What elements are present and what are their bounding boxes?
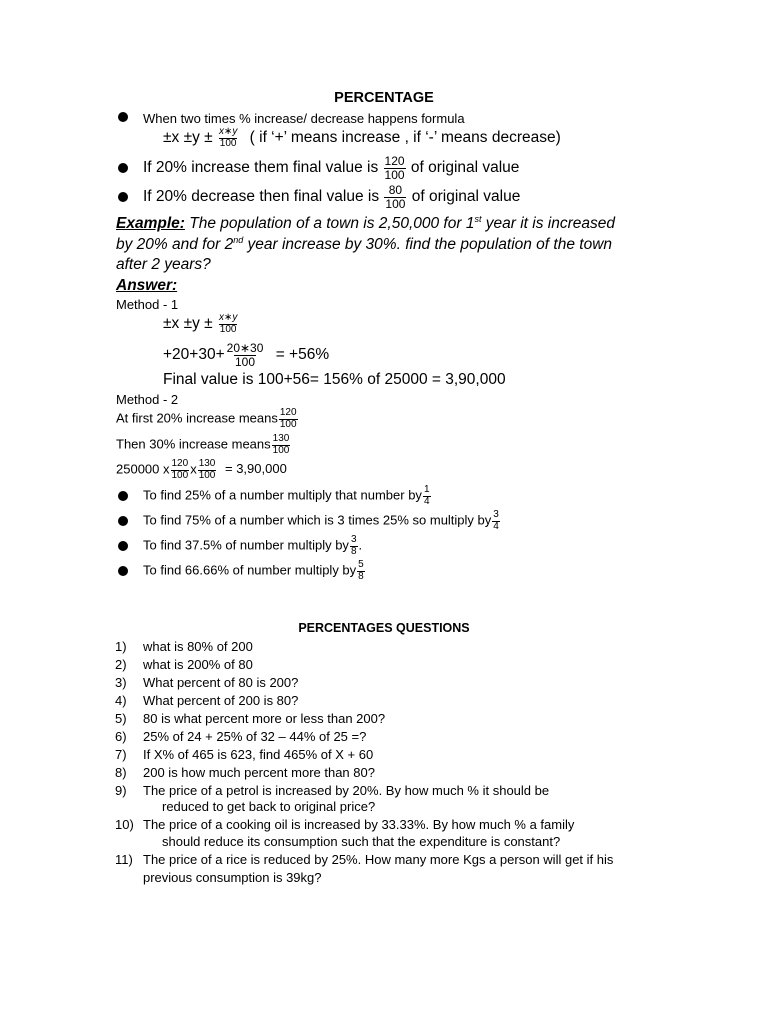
rule-text: If 20% decrease then final value is (143, 188, 380, 206)
question-number: 5) (115, 711, 127, 726)
tip-text: To find 25% of a number multiply that number by (143, 487, 422, 503)
question-text: 25% of 24 + 25% of 32 – 44% of 25 =? (143, 729, 367, 744)
answer-label (116, 278, 177, 294)
calc-text: Then 30% increase means (116, 436, 271, 452)
fraction (350, 535, 358, 557)
fraction-denominator: 100 (384, 167, 405, 182)
fraction-denominator: 100 (198, 469, 216, 481)
bullet-icon (118, 163, 128, 173)
rule-text: of original value (411, 188, 521, 206)
example-text: The population of a town is 2,50,000 for 1 (184, 215, 475, 233)
fraction-denominator: 8 (358, 570, 364, 582)
calc-text: = +56% (275, 346, 330, 364)
fraction-numerator: 120 (279, 407, 297, 418)
answer-label-text: Answer: (116, 277, 178, 294)
fraction-numerator: 3 (493, 509, 499, 520)
fraction-denominator: 100 (219, 323, 237, 335)
fraction-denominator: 100 (272, 444, 290, 456)
question-item (115, 748, 373, 761)
question-number: 8) (115, 765, 127, 780)
fraction-numerator: 120 (384, 154, 405, 168)
example-text: year it is increased (481, 215, 615, 233)
superscript: st (474, 214, 482, 224)
question-number: 9) (115, 783, 127, 798)
tip-text: To find 75% of a number which is 3 times 25% so multiply by (143, 512, 492, 528)
method-2-label: Method - 2 (116, 392, 179, 407)
question-text: 200 is how much percent more than 80? (143, 765, 375, 780)
bullet-icon (118, 541, 128, 551)
example-line-3: after 2 years? (116, 256, 211, 273)
bullet-icon (118, 491, 128, 501)
method-2-line-1 (116, 408, 299, 430)
question-text: What percent of 80 is 200? (143, 675, 299, 690)
method-1-final: Final value is 100+56= 156% of 25000 = 3,90,000 (163, 371, 506, 388)
question-number: 11) (115, 852, 133, 867)
tip-item (143, 560, 366, 582)
fraction-numerator: 120 (171, 458, 189, 469)
question-item (115, 712, 385, 725)
fraction (423, 485, 431, 507)
bullet-icon (118, 112, 128, 122)
calc-text: +20+30+ (163, 346, 225, 364)
superscript: nd (233, 235, 244, 245)
rule-text: of original value (410, 159, 520, 177)
question-item (115, 658, 253, 671)
question-continuation: should reduce its consumption such that the expenditure is constant? (162, 834, 561, 849)
rule-line (143, 184, 520, 210)
fraction (226, 342, 265, 368)
question-text: The price of a rice is reduced by 25%. How many more Kgs a person will get if his (143, 852, 614, 867)
fraction-denominator: 100 (279, 418, 297, 430)
question-continuation: previous consumption is 39kg? (143, 870, 322, 885)
page-title: PERCENTAGE (334, 90, 434, 106)
fraction (218, 127, 238, 149)
tip-text: To find 37.5% of number multiply by (143, 537, 349, 553)
fraction (279, 408, 298, 430)
question-text: The price of a cooking oil is increased by 33.33%. By how much % a family (143, 817, 575, 832)
example-line-2 (116, 236, 612, 253)
question-number: 4) (115, 693, 127, 708)
calc-text: 250000 x (116, 461, 170, 477)
fraction-numerator: 20∗30 (226, 341, 264, 355)
example-label: Example: (116, 215, 185, 233)
formula-prefix: ±x ±y ± (163, 129, 213, 147)
question-text: The price of a petrol is increased by 20%. By how much % it should be (143, 783, 550, 798)
fraction (492, 510, 500, 532)
fraction (384, 155, 406, 181)
tip-tail: . (358, 537, 363, 553)
fraction-numerator: 80 (388, 183, 403, 197)
fraction-denominator: 100 (171, 469, 189, 481)
formula-line (163, 127, 561, 149)
question-item (115, 784, 549, 797)
fraction-numerator: x∗y (218, 126, 238, 137)
question-number: 6) (115, 729, 127, 744)
question-number: 7) (115, 747, 127, 762)
fraction (272, 434, 291, 456)
example-line-1 (116, 215, 615, 232)
fraction-numerator: 130 (198, 458, 216, 469)
method-1-calc (163, 342, 329, 368)
fraction-denominator: 4 (423, 495, 430, 507)
question-item (115, 730, 366, 743)
question-number: 10) (115, 817, 134, 832)
rule-text: When two times % increase/ decrease happens formula (143, 111, 465, 126)
fraction-denominator: 100 (219, 137, 237, 149)
fraction-denominator: 100 (235, 354, 256, 369)
question-number: 1) (115, 639, 127, 654)
question-number: 3) (115, 675, 127, 690)
questions-title: PERCENTAGES QUESTIONS (298, 621, 470, 635)
question-text: what is 80% of 200 (143, 639, 253, 654)
question-item (115, 640, 253, 653)
method-2-line-2 (116, 434, 291, 456)
question-item (115, 676, 298, 689)
question-number: 2) (115, 657, 127, 672)
tip-item (143, 535, 362, 557)
question-text: what is 200% of 80 (143, 657, 253, 672)
calc-text: At first 20% increase means (116, 410, 278, 426)
example-text: year increase by 30%. find the population of the town (243, 236, 613, 254)
fraction-denominator: 4 (493, 520, 499, 532)
fraction (171, 459, 190, 481)
calc-text: x (190, 461, 197, 477)
fraction-denominator: 100 (385, 196, 406, 211)
calc-text: = 3,90,000 (225, 461, 287, 477)
method-2-line-3 (116, 459, 287, 481)
fraction (384, 184, 406, 210)
question-text: What percent of 200 is 80? (143, 693, 299, 708)
bullet-icon (118, 516, 128, 526)
fraction-numerator: 130 (272, 433, 290, 444)
formula-note: ( if ‘+’ means increase , if ‘-’ means decrease) (249, 129, 561, 147)
question-text: 80 is what percent more or less than 200? (143, 711, 386, 726)
tip-item (143, 485, 432, 507)
example-text: by 20% and for 2 (116, 236, 234, 254)
rule-text: If 20% increase them final value is (143, 159, 379, 177)
fraction-numerator: 5 (358, 559, 364, 570)
fraction (218, 313, 238, 335)
question-continuation: reduced to get back to original price? (162, 799, 376, 814)
question-item (115, 694, 298, 707)
formula-prefix: ±x ±y ± (163, 315, 213, 333)
fraction (357, 560, 365, 582)
fraction (198, 459, 217, 481)
bullet-icon (118, 192, 128, 202)
question-item (115, 818, 574, 831)
fraction-denominator: 8 (350, 545, 357, 557)
rule-line (143, 155, 519, 181)
tip-text: To find 66.66% of number multiply by (143, 562, 357, 578)
method-1-label: Method - 1 (116, 297, 179, 312)
fraction-numerator: 1 (423, 484, 430, 495)
bullet-icon (118, 566, 128, 576)
question-text: If X% of 465 is 623, find 465% of X + 60 (143, 747, 374, 762)
method-1-formula (163, 313, 239, 335)
question-item (115, 853, 613, 866)
fraction-numerator: x∗y (218, 312, 238, 323)
question-item (115, 766, 375, 779)
tip-item (143, 510, 501, 532)
fraction-numerator: 3 (350, 534, 357, 545)
